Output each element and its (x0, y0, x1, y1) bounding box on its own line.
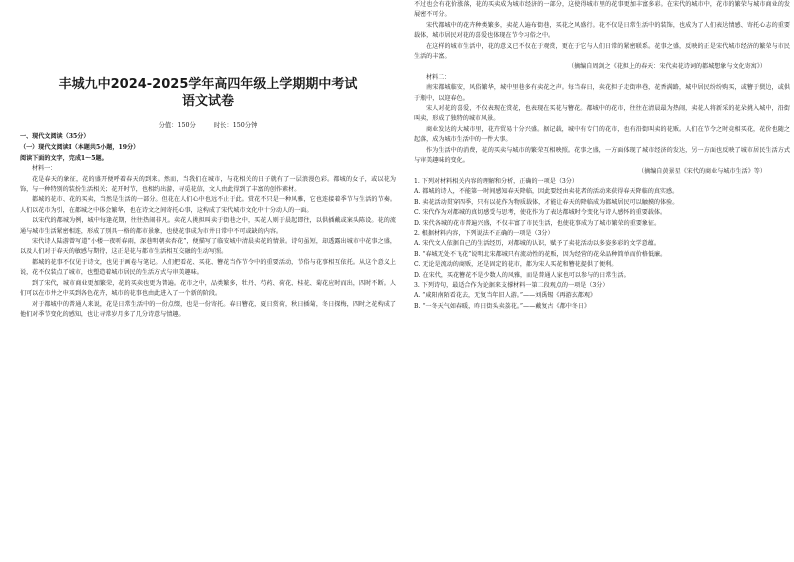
exam-subtitle: 语文试卷 (181, 94, 234, 109)
paragraph: 宋人对花的喜爱，不仅表现在赏花，也表现在买花与簪花。都城中的花市，往往在清晨最为热闹，卖花人将新采的花朵挑入城中，沿街叫卖，形成了独特的城市风景。 (414, 105, 790, 123)
question-stem: 1. 下列对材料相关内容的理解和分析，正确的一项是（3分） (414, 177, 578, 185)
option-b: B. 卖花活动贯穿四季，只有以花作为物质载体，才能让春天的降临成为都城居民可以触摸的体验。 (414, 198, 679, 206)
left-column (20, 0, 396, 562)
option-c: C. 无论是流动的商贩，还是固定的花市，都为宋人买花和簪花提供了便利。 (414, 261, 618, 269)
exam-meta (20, 121, 396, 131)
option-d: D. 在宋代，买花簪花不是少数人的风雅，而是普通人家也可以参与的日常生活。 (414, 271, 630, 279)
option-a: A. “咸阳南陌看花去，无复当年旧人游。”——刘禹锡《再游玄都观》 (414, 292, 597, 300)
time-label: 时长：150分钟 (213, 122, 258, 129)
exam-title: 丰城九中2024-2025学年高四年级上学期期中考试 (58, 77, 358, 92)
paragraph: 宋代都城中的花卉种类繁多，卖花人遍布街巷，买花之风盛行。花不仅是日常生活中的装饰，也成为了人们表达情感、寄托心志的重要载体，城市居民对花的喜爱也体现在节令习俗之中。 (414, 21, 790, 40)
option-c: C. 宋代作为对都城的真切感受与思考，使花作为了表达都城时令变化与诗人感怀的重要载体。 (414, 209, 667, 217)
source-citation: （摘编自黄景星《宋代的商业与城市生活》等） (638, 167, 766, 175)
paragraph: 都城的花市、花的买卖，当然是生活的一部分。但花在人们心中也远不止于此。赏花不只是一种风雅，它也连接着季节与生活的节奏。人们以花市为引，在都城之中体会繁华，也在诗文之间寄托心事，这构成了宋代城市文化中十分动人的一面。 (20, 196, 396, 214)
paragraph: 南宋都城临安，风俗繁华，城中里巷多有卖花之声。每当春日，卖花担子走街串巷，花香满路，城中居民纷纷购买，或簪于鬓边，或供于瓶中，以迎春色。 (414, 84, 790, 102)
paragraph: 商业发达的大城市里，花卉贸易十分兴盛。据记载，城中有专门的花市，也有沿街叫卖的花贩。人们在节令之时竞相买花，花价也随之起落，成为城市生活中的一件大事。 (414, 125, 790, 144)
section-heading: 一、现代文阅读（35分） (20, 133, 90, 140)
option-b: B. “春城无处不飞花”说明北宋都城只有流动性的花贩，因为经营的花朵品种简单而价格低廉。 (414, 250, 667, 258)
paragraph: 都城的花事不仅见于诗文，也见于画卷与笔记。人们把看花、买花、簪花当作节令中的重要活动，节俗与花事相互依托。从这个意义上说，花不仅装点了城市，也塑造着城市居民的生活方式与审美趣味。 (20, 258, 396, 277)
paragraph: 作为生活中的消费，花的买卖与城市的繁荣互相映照。花事之盛，一方面体现了城市经济的发达，另一方面也反映了城市居民生活方式与审美趣味的变化。 (414, 146, 790, 165)
option-b: B. “一冬天气如春暖，昨日街头卖荔花。”——戴复古《都中冬日》 (414, 302, 591, 310)
instruction: 阅读下面的文字，完成1～5题。 (20, 154, 108, 162)
material-label: 材料一： (32, 165, 57, 173)
question-stem: 2. 根据材料内容，下列说法不正确的一项是（3分） (414, 229, 554, 237)
paragraph: 不过也会有花价涨落，花的买卖成为城市经济的一部分，这使得城市里的花事更加丰富多彩。在宋代的城市中，花市的繁荣与城市商业的发展密不可分。 (414, 1, 790, 19)
paragraph: 在这样的城市生活中，花的意义已不仅在于观赏，更在于它与人们日常的紧密联系。花事之盛，反映的正是宋代城市经济的繁荣与市民生活的丰富。 (414, 42, 790, 61)
paragraph: 以宋代的都城为例，城中每逢花期，往往热闹非凡。卖花人挑担叫卖于街巷之中，买花人则于晨起即往，以供插戴或案头陈设。花的流通与城市生活紧密相连，形成了别具一格的都市景象，也使花事成为市井日常中不可或缺的内容。 (20, 217, 396, 235)
subsection-heading: （一）现代文阅读I（本题共5小题，19分） (20, 144, 140, 152)
paragraph: 到了宋代，城市商业更加繁荣，花的买卖也更为普遍。花市之中，品类繁多，牡丹、芍药、荷花、桂花、菊花应时而出，四时不断。人们可以在市井之中买到各色花卉，城市的花事也由此进入了一个新的阶段。 (20, 279, 396, 298)
paragraph: 对于都城中的普通人来说，花是日常生活中的一份点缀，也是一份寄托。春日簪花，夏日赏荷，秋日插菊，冬日探梅，四时之花构成了他们对季节变化的感知，也让寻常岁月多了几分诗意与情趣。 (20, 300, 396, 318)
paragraph: 宋代诗人陆游曾写道“小楼一夜听春雨，深巷明朝卖杏花”，便描写了临安城中清晨卖花的情景。诗句虽短，却透露出城市中花事之盛，以及人们对于春天的敏感与期待，这正是花与都市生活相互交融的生动写照。 (20, 238, 396, 256)
option-d: D. 宋代各城的花市普遍兴盛，不仅丰富了市民生活，也使花事成为了城市繁荣的重要象征。 (414, 219, 661, 227)
material-label: 材料二： (426, 73, 451, 81)
paragraph: 花是春天的象征，花的盛开便呼着春天的到来。然而，当我们在城市，与花相关的日子就有了一层浪漫色彩。都城的女子，或以花为饰，与一种特别的装扮生活相关；花开时节，也相约出游，寻觅花信，文人由此得到了丰富的创作素材。 (20, 175, 396, 194)
option-a: A. 宋代文人依据自己的生活经历，对都城的认识，赋予了卖花活动以多姿多彩的文学意蕴。 (414, 240, 660, 248)
score-label: 分值：150分 (158, 122, 196, 129)
source-citation: （摘编自周剑之《花担上的春天：宋代卖花诗词的都城想象与文化寄寓》） (567, 63, 766, 71)
option-a: A. 都城的诗人，不能第一时间感知春天降临，因此要经由卖花者的活动来获得春天降临的真实感。 (414, 188, 679, 196)
question-stem: 3. 下列诗句，最适合作为论据来支撑材料一第二段观点的一项是（3分） (414, 281, 609, 289)
right-column (414, 0, 790, 562)
